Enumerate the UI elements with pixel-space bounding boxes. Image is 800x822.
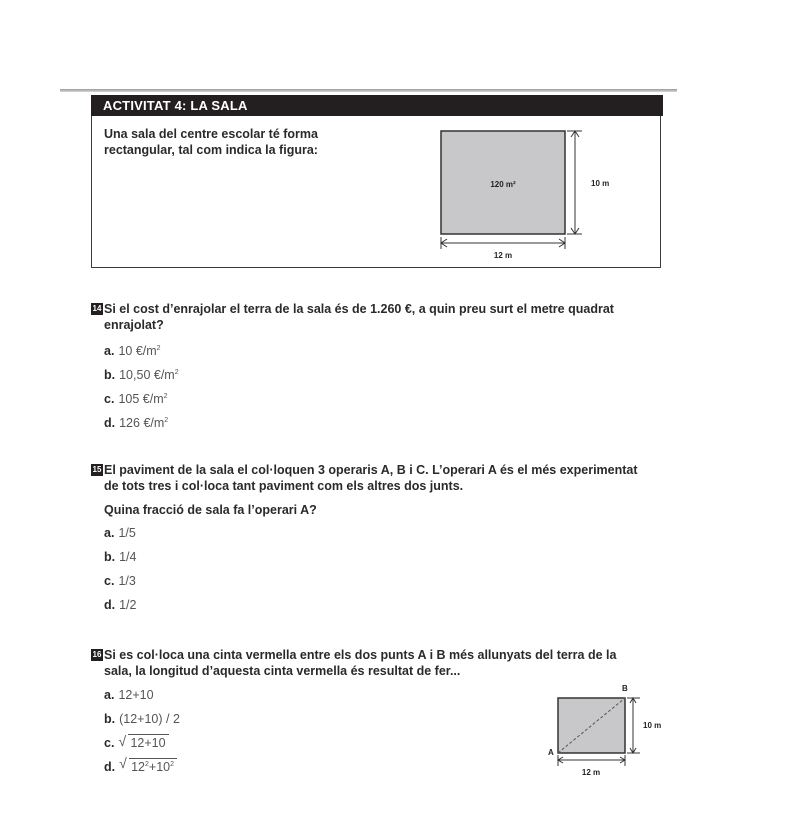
- top-rule: [60, 89, 677, 92]
- room-figure: [430, 125, 610, 265]
- question-text-line2: sala, la longitud d’aquesta cinta vermella és resultat de fer...: [104, 663, 461, 678]
- width-label: 12 m: [581, 768, 601, 777]
- question-number-badge: 15: [92, 465, 102, 474]
- question-text: [104, 463, 671, 494]
- square-root: √ $12^2+10^2$: [119, 757, 177, 775]
- question-text-line2: enrajolat?: [104, 317, 164, 332]
- room-height-label: 10 m: [591, 179, 610, 188]
- height-dimension-arrow: [627, 698, 640, 753]
- point-a-label: A: [548, 748, 554, 757]
- option-a[interactable]: a. 12+10: [104, 688, 154, 702]
- activity-intro-line1: Una sala del centre escolar té forma: [104, 127, 318, 141]
- option-d[interactable]: d. √ $12^2+10^2$: [104, 757, 671, 781]
- option-c[interactable]: c. 105 $€/m^2$: [104, 392, 168, 406]
- question-text: [104, 648, 671, 679]
- activity-intro: [104, 126, 384, 158]
- square-root: √ 12+10: [118, 735, 168, 751]
- option-b[interactable]: b. 10,50 $€/m^2$: [104, 368, 179, 382]
- question-15: [91, 463, 671, 621]
- point-b-label: B: [622, 684, 628, 693]
- option-d[interactable]: d. 126 $€/m^2$: [104, 416, 169, 430]
- question-text-line1: El paviment de la sala el col·loquen 3 operaris A, B i C. L’operari A és el més experimentat: [104, 463, 638, 477]
- question-number-badge: 14: [92, 304, 102, 313]
- width-dimension-arrow: [441, 237, 565, 249]
- question-text-line2: de tots tres i col·loca tant paviment com els altres dos junts.: [104, 478, 464, 493]
- option-c[interactable]: c. 1/3: [104, 574, 136, 588]
- option-b[interactable]: b. (12+10) / 2: [104, 712, 180, 726]
- height-label: 10 m: [643, 721, 662, 730]
- width-dimension-arrow: [558, 755, 625, 766]
- room-area-label: 120 m²: [490, 180, 516, 189]
- question-number-badge: 16: [92, 650, 102, 659]
- question-text-line1: Si el cost d’enrajolar el terra de la sala és de 1.260 €, a quin preu surt el metre quadrat: [104, 302, 614, 316]
- question-text-line1: Si es col·loca una cinta vermella entre els dos punts A i B més allunyats del terra de la: [104, 648, 617, 662]
- option-a[interactable]: a. 10 $€/m^2$: [104, 344, 161, 358]
- activity-intro-line2: rectangular, tal com indica la figura:: [104, 143, 318, 157]
- options-list: [104, 525, 671, 621]
- sub-question: Quina fracció de sala fa l’operari A?: [104, 503, 317, 517]
- height-dimension-arrow: [567, 131, 582, 234]
- activity-title: ACTIVITAT 4: LA SALA: [91, 95, 663, 116]
- option-d[interactable]: d. 1/2: [104, 598, 137, 612]
- diagonal-figure: [545, 682, 665, 782]
- option-c[interactable]: c. √ 12+10: [104, 735, 671, 757]
- question-14: [91, 302, 671, 437]
- question-text: [104, 302, 671, 333]
- radical-sign-icon: √: [119, 755, 127, 771]
- radical-sign-icon: √: [118, 733, 127, 749]
- option-b[interactable]: b. 1/4: [104, 550, 137, 564]
- option-a[interactable]: a. 1/5: [104, 526, 136, 540]
- room-rectangle: [558, 698, 625, 753]
- options-list: [104, 341, 671, 437]
- room-width-label: 12 m: [493, 251, 513, 260]
